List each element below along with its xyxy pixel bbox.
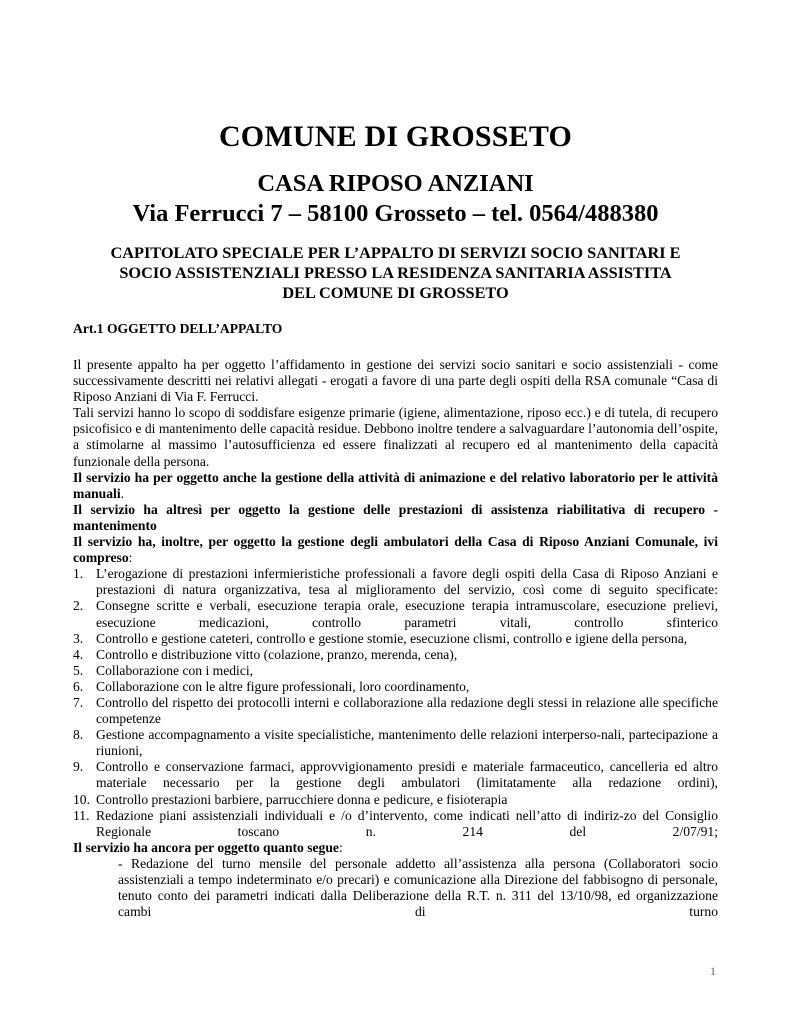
list-item-text: Collaborazione con le altre figure professionali, loro coordinamento,: [96, 678, 470, 694]
paragraph: Il servizio ha altresì per oggetto la gestione delle prestazioni di assistenza riabilitativa di recupero - mantenimento: [73, 501, 718, 533]
list-item: [73, 679, 718, 695]
institution-address: Via Ferrucci 7 – 58100 Grosseto – tel. 0564/488380: [132, 200, 659, 227]
list-item-text: Controllo e gestione cateteri, controllo e gestione stomie, esecuzione clismi, controllo e igiene della persona,: [96, 630, 688, 646]
list-item-number: 5.: [73, 662, 84, 678]
document-title-line: SOCIO ASSISTENZIALI PRESSO LA RESIDENZA SANITARIA ASSISTITA: [119, 263, 672, 282]
document-title-line: DEL COMUNE DI GROSSETO: [282, 283, 509, 302]
list-item-number: 6.: [73, 678, 84, 694]
list-item-text: Consegne scritte e verbali, esecuzione terapia orale, esecuzione terapia intramuscolare, esecuzione prelievi, esecuzione medicazioni, controllo parametri vitali, controllo sfinterico: [96, 598, 718, 630]
institution-name: CASA RIPOSO ANZIANI: [257, 170, 534, 197]
list-item-number: 1.: [73, 566, 84, 582]
article-body: [73, 357, 718, 920]
page-title: COMUNE DI GROSSETO: [218, 120, 573, 153]
article-heading: Art.1 OGGETTO DELL’APPALTO: [73, 321, 283, 336]
paragraph: [73, 470, 718, 502]
list-item-text: Controllo prestazioni barbiere, parrucchiere donna e pedicure, e fisioterapia: [96, 791, 508, 807]
page-number: 1: [710, 964, 716, 978]
document-title: [70, 243, 721, 303]
list-item-number: 10.: [73, 791, 90, 807]
list-item: [73, 727, 718, 759]
paragraph: [73, 840, 718, 856]
list-item: [73, 663, 718, 679]
paragraph-text: Il servizio ha, inoltre, per oggetto la gestione degli ambulatori della Casa di Riposo Anziani Comunale, ivi compreso: [73, 534, 718, 566]
paragraph-text: Il servizio ha ancora per oggetto quanto segue: [73, 839, 339, 855]
list-item: [73, 598, 718, 630]
paragraph-punct: .: [120, 485, 124, 501]
list-item-number: 11.: [73, 807, 90, 823]
services-list: [73, 566, 718, 840]
paragraph-text: Il servizio ha per oggetto anche la gestione della attività di animazione e del relativo laboratorio per le attività manuali: [73, 469, 718, 501]
paragraph-punct: :: [338, 839, 343, 855]
list-item-number: 8.: [73, 727, 84, 743]
paragraph: [73, 534, 718, 566]
list-item-text: L’erogazione di prestazioni infermieristiche professionali a favore degli ospiti della Casa di Riposo Anziani e prestazioni di natura organizzativa, tesa al miglioramento del servizio, così come di seguito specificate:: [96, 566, 718, 598]
list-item: [73, 808, 718, 840]
paragraph: Tali servizi hanno lo scopo di soddisfare esigenze primarie (igiene, alimentazione, riposo ecc.) e di tutela, di recupero psicofisico e di mantenimento delle capacità residue. Debbono inoltre tendere a salvaguardare l’autonomia dell’ospite, a stimolarne al massimo l’autosufficienza ed essere finalizzati al recupero ed al mantenimento della capacità funzionale della persona.: [73, 405, 718, 469]
list-item-text: Controllo e distribuzione vitto (colazione, pranzo, merenda, cena),: [96, 646, 458, 662]
list-item: [73, 695, 718, 727]
list-item-text: Collaborazione con i medici,: [96, 662, 254, 678]
list-item: [73, 631, 718, 647]
list-item-text: Controllo del rispetto dei protocolli interni e collaborazione alla redazione degli stessi in relazione alle specifiche competenze: [96, 694, 718, 727]
list-item-text: Controllo e conservazione farmaci, approvvigionamento presidi e materiale farmaceutico, cancelleria ed altro materiale necessario per la gestione degli ambulatori (limitatamente alla redazione ordini),: [96, 759, 718, 791]
list-item: [73, 792, 718, 808]
paragraph-punct: :: [128, 550, 133, 566]
list-item: [73, 759, 718, 791]
list-item-number: 7.: [73, 694, 84, 710]
list-item-number: 2.: [73, 598, 84, 614]
list-item-number: 4.: [73, 646, 84, 662]
list-item: [73, 566, 718, 598]
list-item-number: 9.: [73, 759, 84, 775]
document-title-line: CAPITOLATO SPECIALE PER L’APPALTO DI SERVIZI SOCIO SANITARI E: [110, 243, 681, 262]
list-item: [73, 647, 718, 663]
paragraph: Il presente appalto ha per oggetto l’affidamento in gestione dei servizi socio sanitari e socio assistenziali - come successivamente descritti nei relativi allegati - erogati a favore di una parte degli ospiti della RSA comunale “Casa di Riposo Anziani di Via F. Ferrucci.: [73, 357, 718, 405]
list-item-text: Redazione piani assistenziali individuali e /o d’intervento, come indicati nell’atto di indiriz-zo del Consiglio Regionale toscano n. 214 del 2/07/91;: [96, 807, 718, 839]
dash-item: - Redazione del turno mensile del personale addetto all’assistenza alla persona (Collaboratori socio assistenziali a tempo indeterminato e/o precari) e comunicazione alla Direzione del fabbisogno di personale, tenuto conto dei parametri indicati dalla Deliberazione della R.T. n. 311 del 13/10/98, ed organizzazione cambi di turno: [118, 855, 718, 920]
list-item-number: 3.: [73, 630, 84, 646]
list-item-text: Gestione accompagnamento a visite specialistiche, mantenimento delle relazioni interperso-nali, partecipazione a riunioni,: [96, 727, 718, 759]
